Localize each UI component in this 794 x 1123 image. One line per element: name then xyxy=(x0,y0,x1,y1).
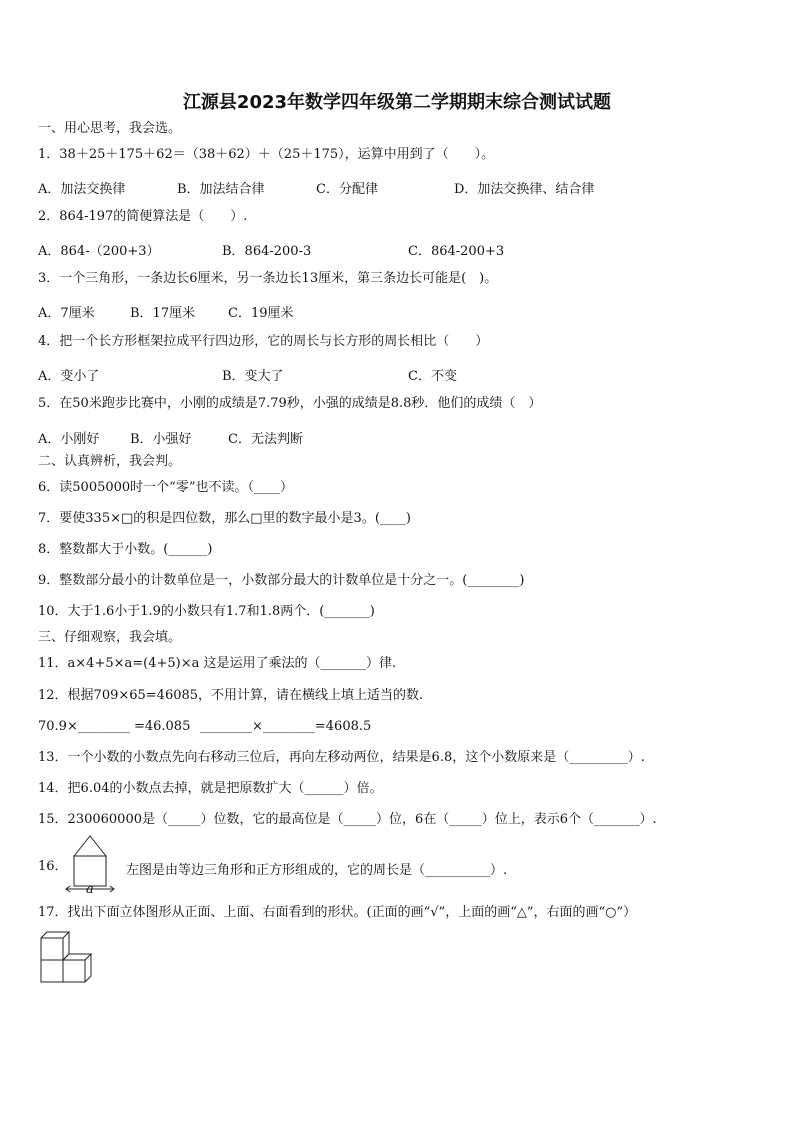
q4-option-c: C．不变 xyxy=(408,369,457,384)
q12-blank-line-a: 70.9×________ =46.085 xyxy=(38,719,191,734)
q2-option-c: C．864-200+3 xyxy=(408,244,505,259)
question-16-number: 16． xyxy=(38,859,68,874)
section-heading-1: 一、用心思考，我会选。 xyxy=(38,121,182,136)
q3-option-b: B．17厘米 xyxy=(130,306,196,321)
q1-option-b: B．加法结合律 xyxy=(177,182,265,197)
q5-option-a: A．小刚好 xyxy=(38,432,100,447)
q3-option-a: A．7厘米 xyxy=(38,306,95,321)
question-2: 2．864-197的简便算法是（ ）. xyxy=(38,209,248,224)
question-13: 13．一个小数的小数点先向右移动三位后，再向左移动两位，结果是6.8，这个小数原来是（_________）. xyxy=(38,750,645,765)
q1-option-a: A．加法交换律 xyxy=(38,182,126,197)
question-17: 17．找出下面立体图形从正面、上面、右面看到的形状。(正面的画“√”，上面的画“△”，右面的画“○”） xyxy=(38,905,637,920)
q3-option-c: C．19厘米 xyxy=(228,306,294,321)
question-16: 左图是由等边三角形和正方形组成的，它的周长是（__________）. xyxy=(126,863,508,878)
question-4: 4．把一个长方形框架拉成平行四边形，它的周长与长方形的周长相比（ ） xyxy=(38,334,489,349)
q2-option-a: A．864-（200+3） xyxy=(38,244,160,259)
question-7: 7．要使335×□的积是四位数，那么□里的数字最小是3。(____) xyxy=(38,511,411,526)
question-11: 11．a×4+5×a=(4+5)×a 这是运用了乘法的（_______）律. xyxy=(38,656,397,671)
q1-option-d: D．加法交换律、结合律 xyxy=(454,182,595,197)
q4-option-b: B．变大了 xyxy=(222,369,284,384)
q4-option-a: A．变小了 xyxy=(38,369,100,384)
q2-option-b: B．864-200-3 xyxy=(222,244,312,259)
page-title: 江源县2023年数学四年级第二学期期末综合测试试题 xyxy=(182,92,612,113)
question-3: 3．一个三角形，一条边长6厘米，另一条边长13厘米，第三条边长可能是( )。 xyxy=(38,271,498,286)
q1-option-c: C．分配律 xyxy=(316,182,378,197)
cube-stack-figure xyxy=(38,928,102,988)
question-12: 12．根据709×65=46085，不用计算，请在横线上填上适当的数. xyxy=(38,688,424,703)
q5-option-b: B．小强好 xyxy=(130,432,192,447)
figure-side-label: a xyxy=(86,882,94,897)
section-heading-2: 二、认真辨析，我会判。 xyxy=(38,454,182,469)
question-15: 15．230060000是（_____）位数，它的最高位是（_____）位，6在（_____）位上，表示6个（_______）. xyxy=(38,812,657,827)
question-5: 5．在50米跑步比赛中，小刚的成绩是7.79秒，小强的成绩是8.8秒．他们的成绩（ ） xyxy=(38,396,542,411)
question-8: 8．整数都大于小数。(______) xyxy=(38,542,213,557)
question-10: 10．大于1.6小于1.9的小数只有1.7和1.8两个．(_______) xyxy=(38,604,375,619)
question-14: 14．把6.04的小数点去掉，就是把原数扩大（______）倍。 xyxy=(38,781,383,796)
question-9: 9．整数部分最小的计数单位是一，小数部分最大的计数单位是十分之一。(________) xyxy=(38,573,525,588)
section-heading-3: 三、仔细观察，我会填。 xyxy=(38,630,182,645)
question-1: 1．38＋25＋175＋62＝（38＋62）＋（25＋175），运算中用到了（ ）。 xyxy=(38,147,495,162)
q12-blank-line-b: ________×________=4608.5 xyxy=(200,719,372,734)
question-6: 6．读5005000时一个“零”也不读。（____） xyxy=(38,480,293,495)
q5-option-c: C．无法判断 xyxy=(228,432,303,447)
